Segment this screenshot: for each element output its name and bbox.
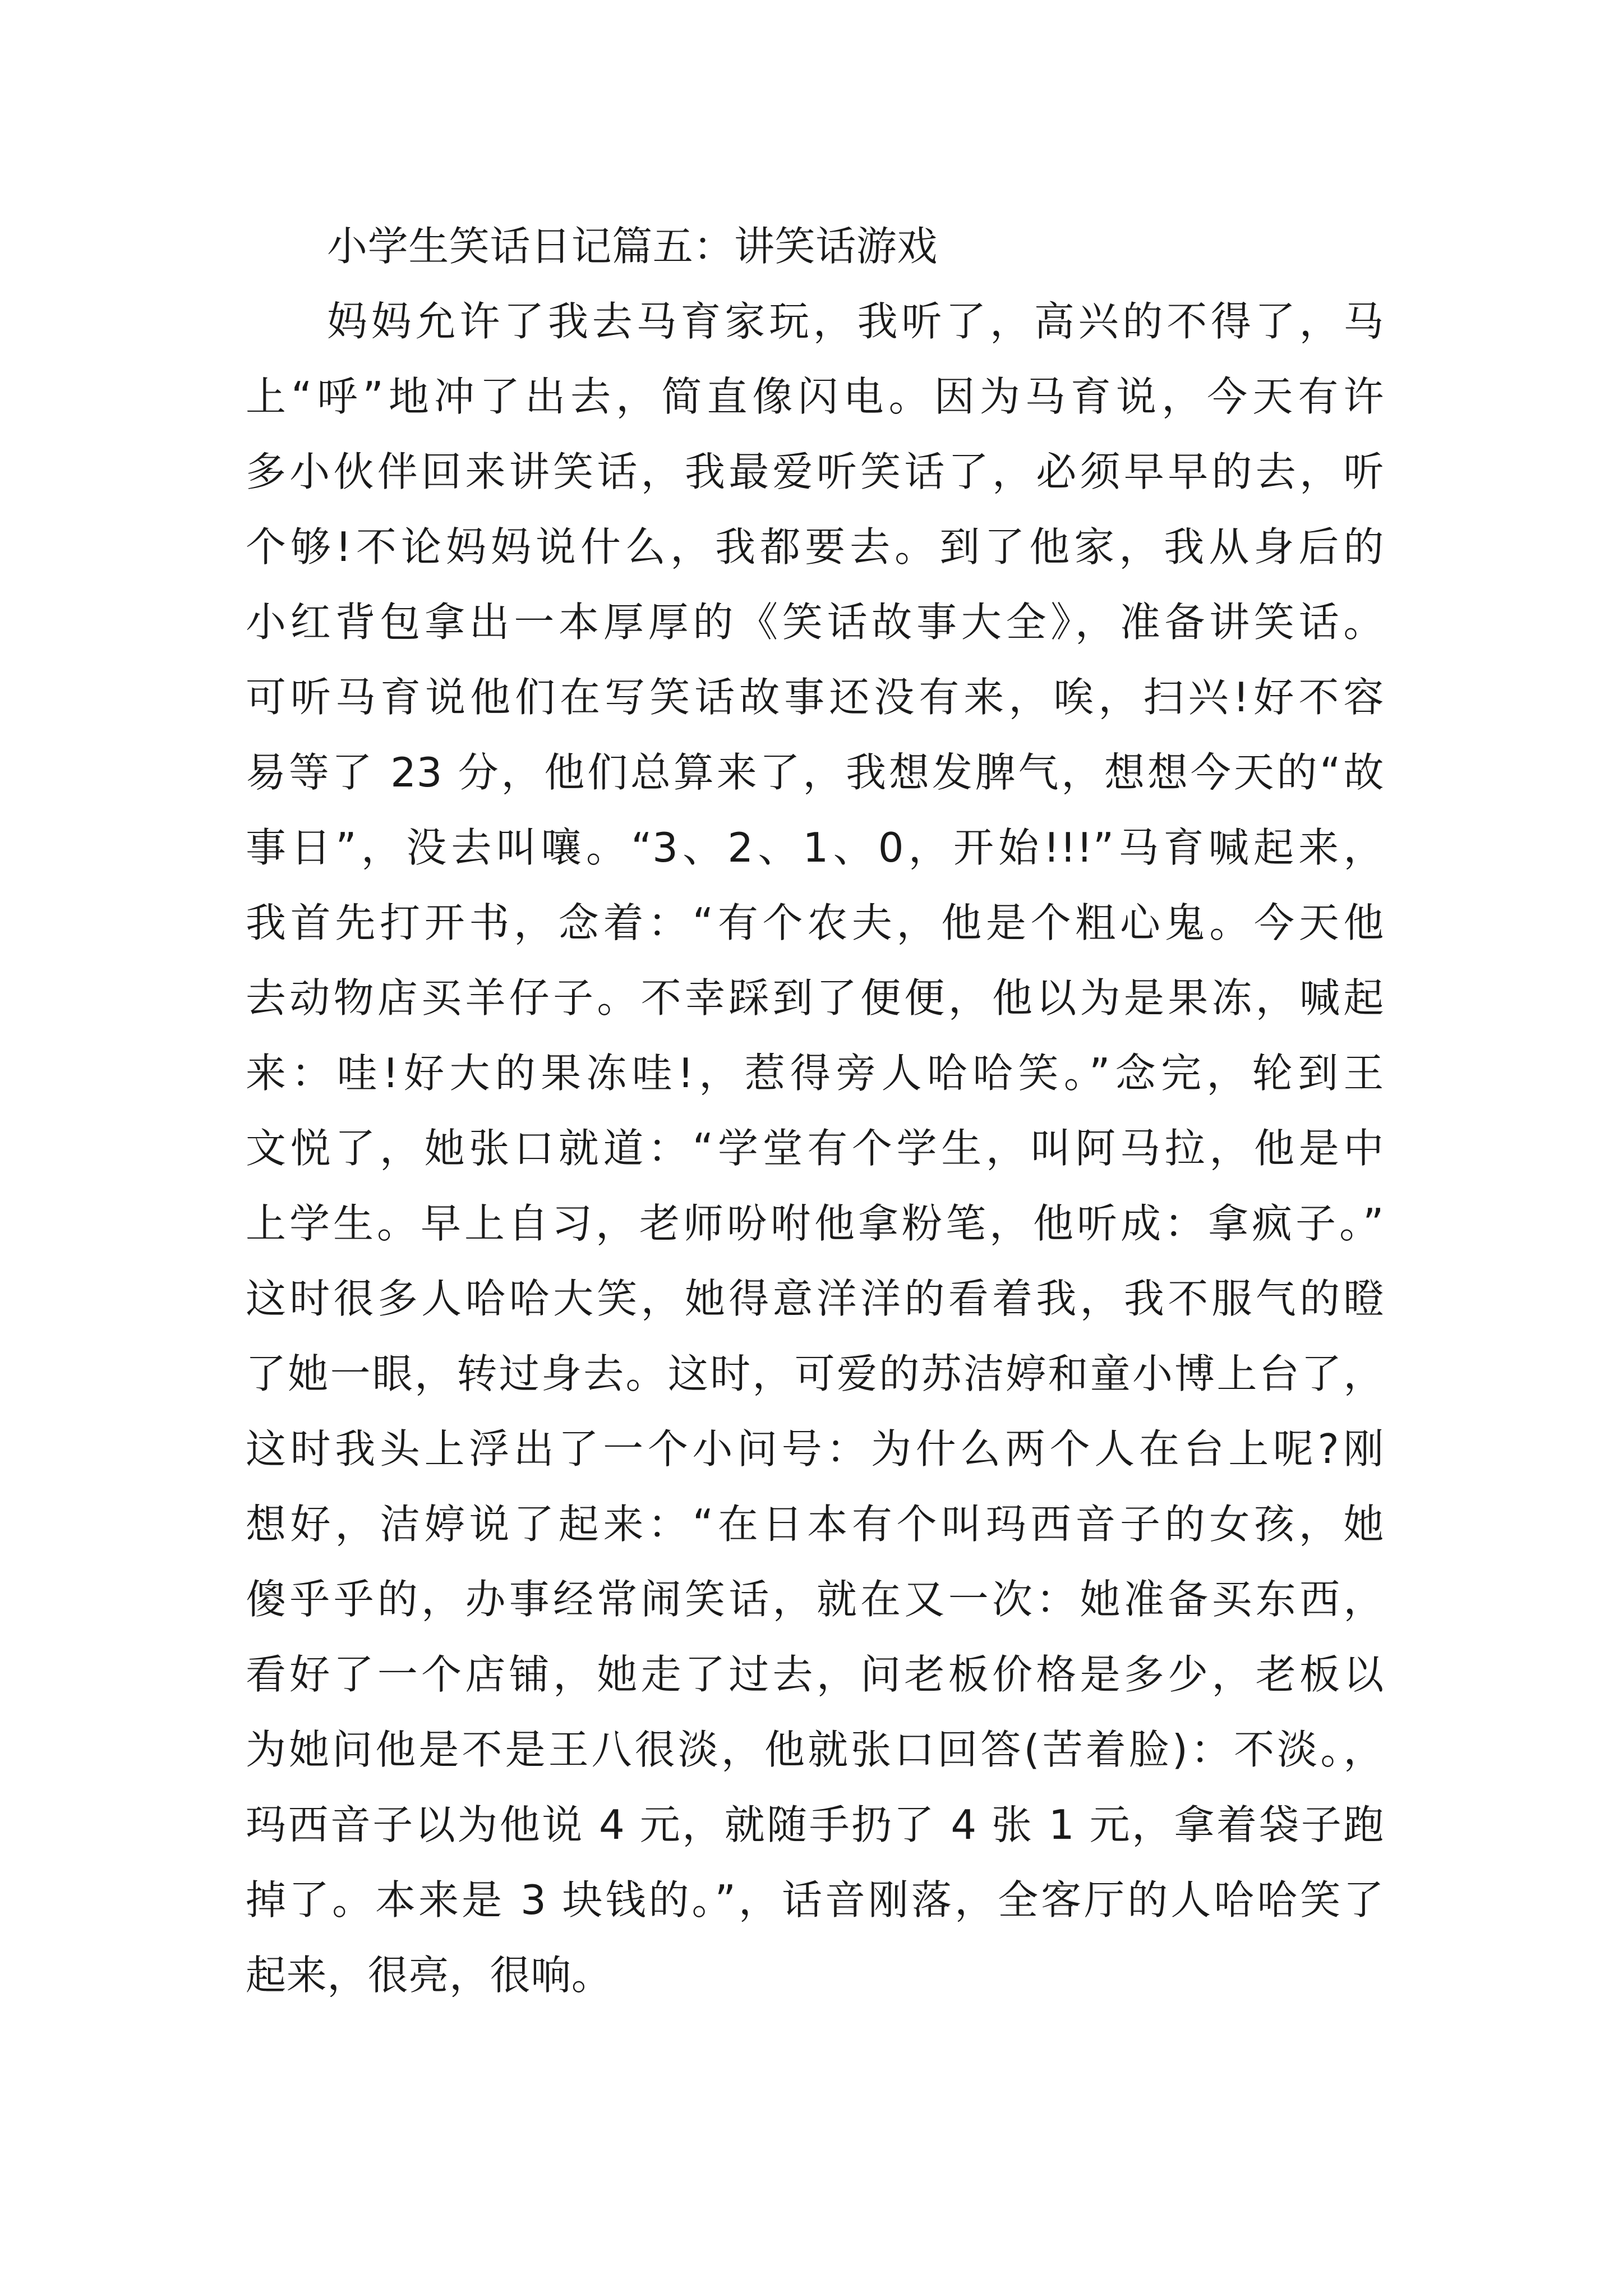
paragraph-line: 这时很多人哈哈大笑，她得意洋洋的看着我，我不服气的瞪: [246, 1275, 1384, 1322]
paragraph-line: 上“呼”地冲了出去，简直像闪电。因为马育说，今天有许: [246, 373, 1384, 420]
paragraph-line: 了她一眼，转过身去。这时，可爱的苏洁婷和童小博上台了，: [246, 1350, 1384, 1397]
paragraph-line: 掉了。本来是 3 块钱的。”，话音刚落，全客厅的人哈哈笑了: [246, 1876, 1384, 1924]
paragraph-line: 文悦了，她张口就道：“学堂有个学生，叫阿马拉，他是中: [246, 1125, 1384, 1172]
paragraph-line: 多小伙伴回来讲笑话，我最爱听笑话了，必须早早的去，听: [246, 448, 1384, 495]
paragraph-line: 这时我头上浮出了一个小问号：为什么两个人在台上呢?刚: [246, 1425, 1384, 1473]
paragraph-line: 玛西音子以为他说 4 元，就随手扔了 4 张 1 元，拿着袋子跑: [246, 1801, 1384, 1848]
paragraph-line: 事日”，没去叫嚷。“3、2、1、0，开始!!!”马育喊起来，: [246, 824, 1384, 871]
paragraph-line: 我首先打开书，念着：“有个农夫，他是个粗心鬼。今天他: [246, 899, 1384, 946]
paragraph-line: 个够!不论妈妈说什么，我都要去。到了他家，我从身后的: [246, 523, 1384, 570]
paragraph-line: 想好，洁婷说了起来：“在日本有个叫玛西音子的女孩，她: [246, 1501, 1384, 1548]
document-title: 小学生笑话日记篇五：讲笑话游戏: [327, 223, 938, 270]
paragraph-line: 来：哇!好大的果冻哇!，惹得旁人哈哈笑。”念完，轮到王: [246, 1050, 1384, 1097]
paragraph-line: 去动物店买羊仔子。不幸踩到了便便，他以为是果冻，喊起: [246, 974, 1384, 1022]
paragraph-line: 易等了 23 分，他们总算来了，我想发脾气，想想今天的“故: [246, 749, 1384, 796]
paragraph-line: 起来，很亮，很响。: [246, 1952, 612, 1999]
paragraph-line: 为她问他是不是王八很淡，他就张口回答(苦着脸)：不淡。，: [246, 1726, 1384, 1773]
paragraph-line: 妈妈允许了我去马育家玩，我听了，高兴的不得了，马: [327, 298, 1384, 345]
paragraph-line: 看好了一个店铺，她走了过去，问老板价格是多少，老板以: [246, 1651, 1384, 1698]
paragraph-line: 可听马育说他们在写笑话故事还没有来，唉，扫兴!好不容: [246, 674, 1384, 721]
document-body: [246, 209, 1384, 2013]
paragraph-line: 上学生。早上自习，老师吩咐他拿粉笔，他听成：拿疯子。”: [246, 1200, 1384, 1247]
paragraph-line: 小红背包拿出一本厚厚的《笑话故事大全》，准备讲笑话。: [246, 599, 1384, 646]
paragraph-line: 傻乎乎的，办事经常闹笑话，就在又一次：她准备买东西，: [246, 1576, 1384, 1623]
